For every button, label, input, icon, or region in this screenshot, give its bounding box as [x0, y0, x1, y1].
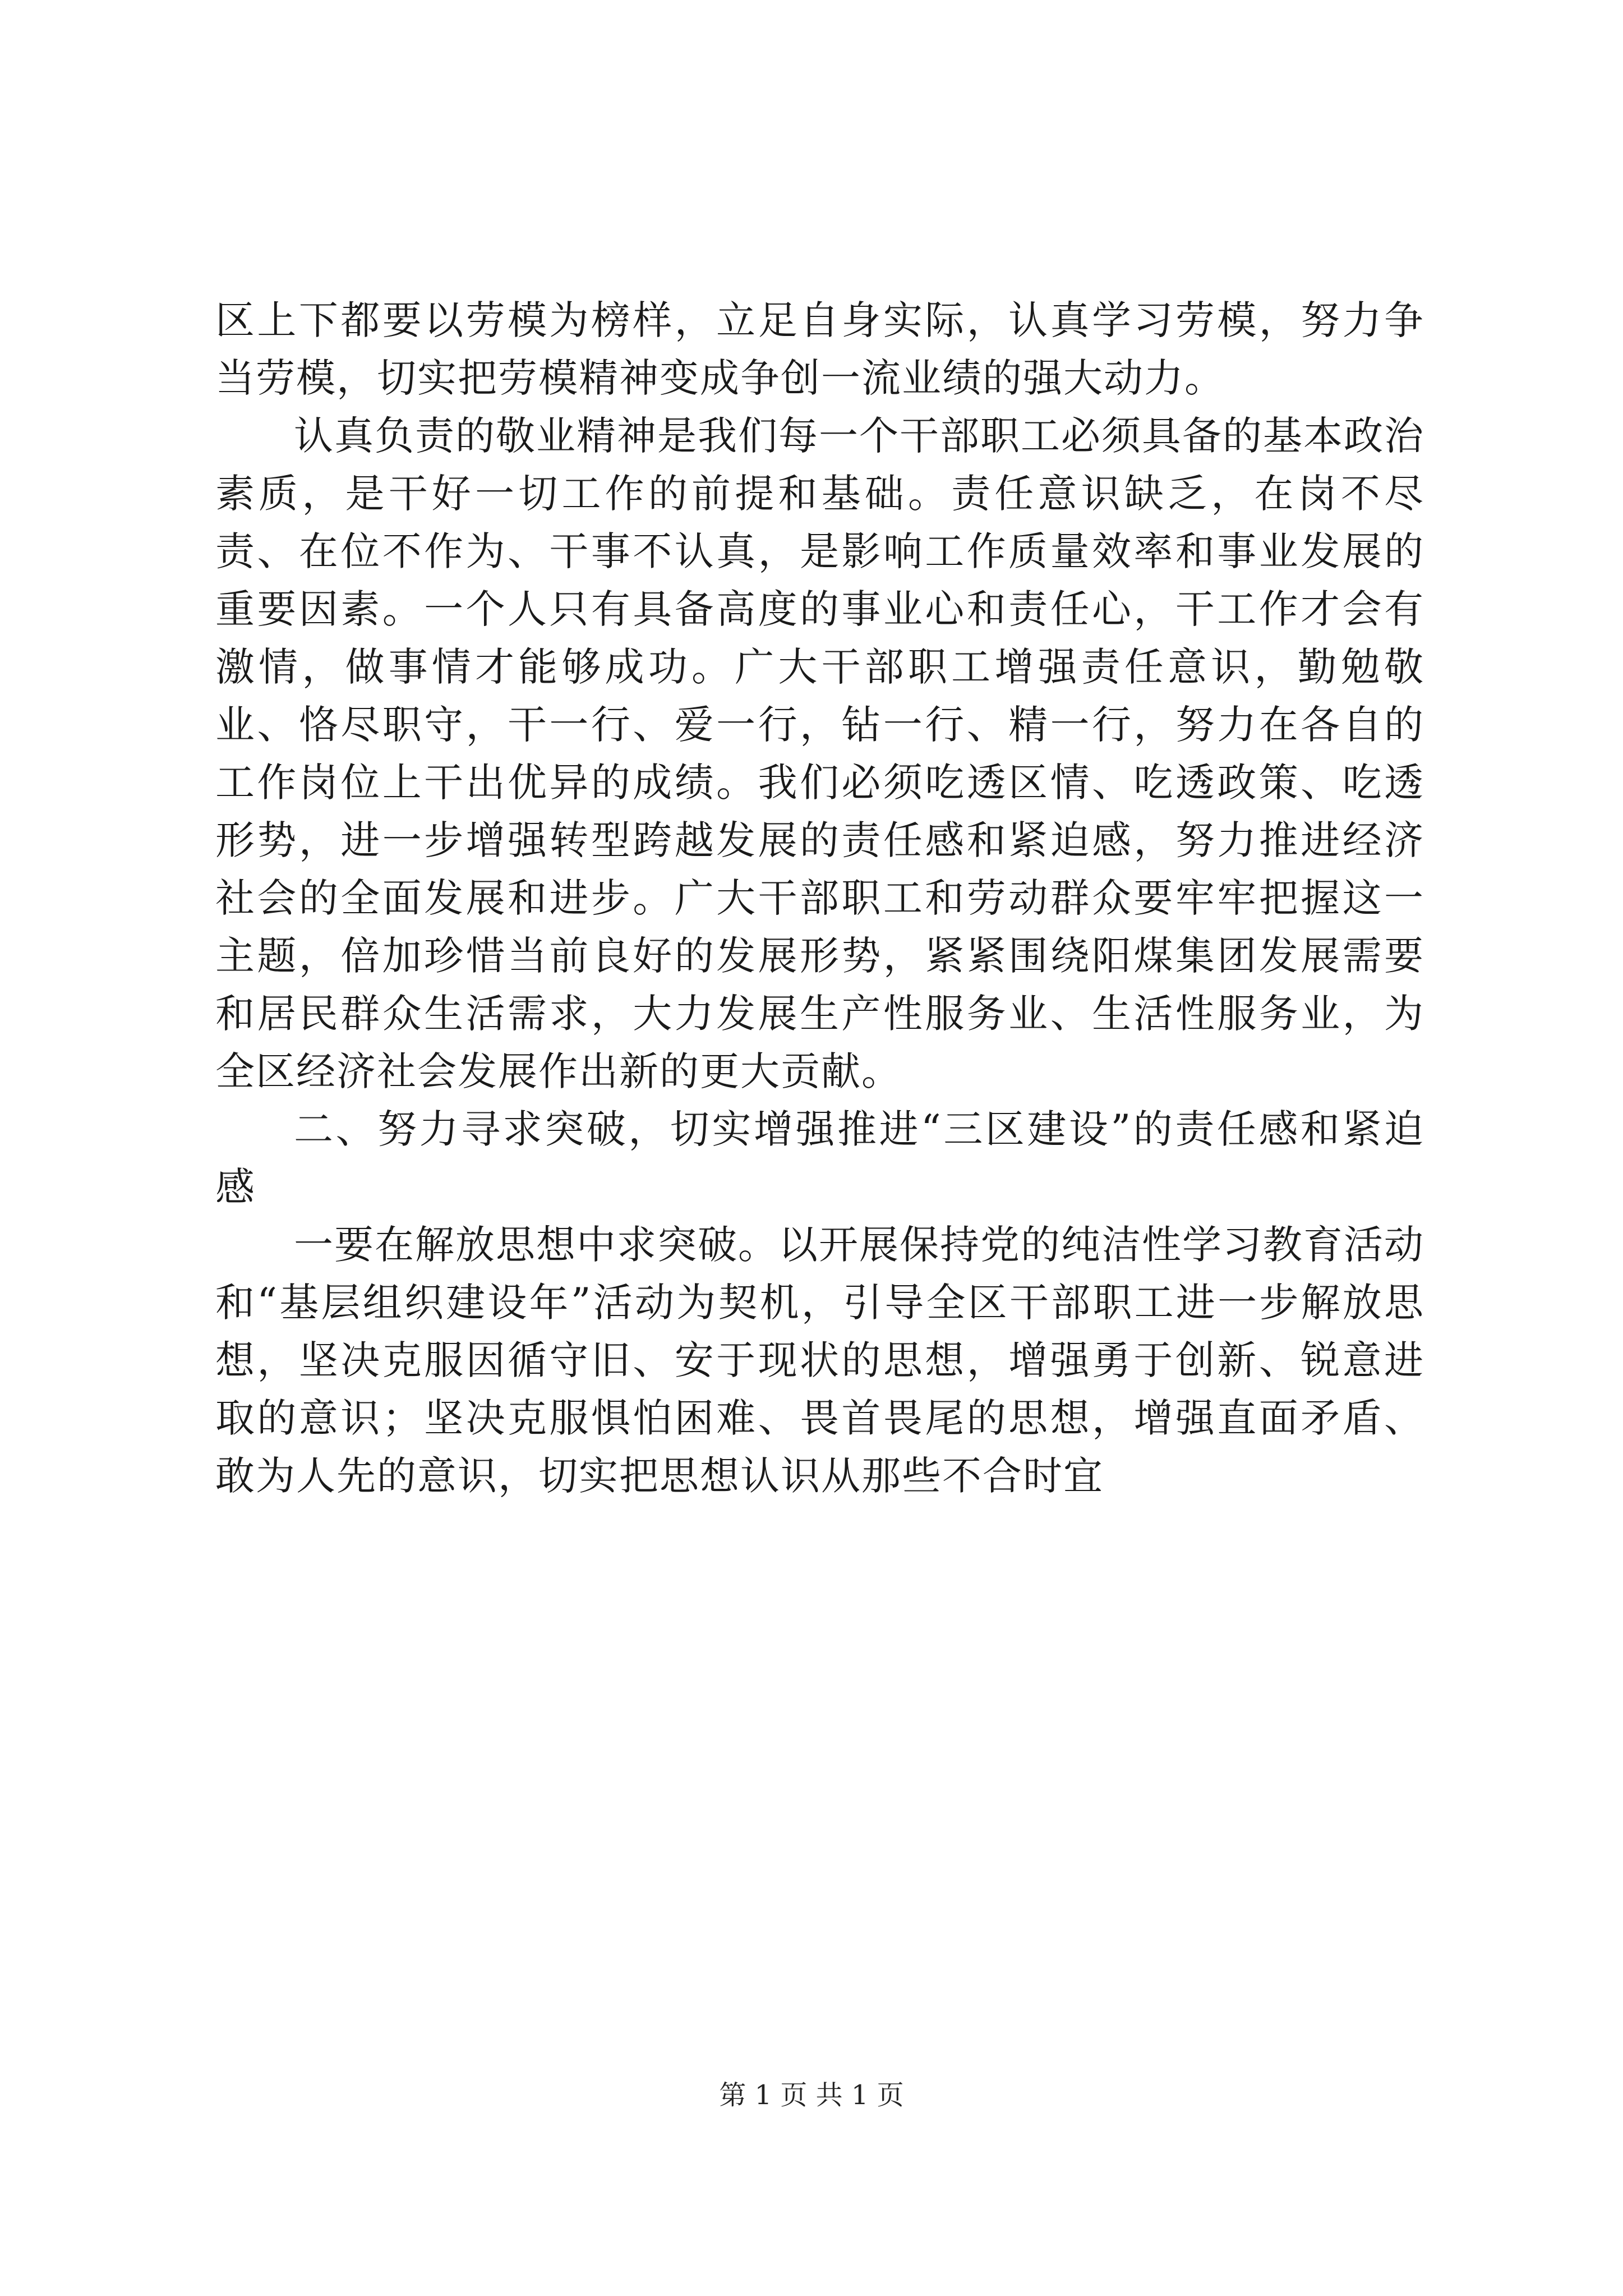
section-heading-two: 二、努力寻求突破，切实增强推进“三区建设”的责任感和紧迫感 [215, 1106, 1424, 1210]
paragraph-emancipate-mind: 一要在解放思想中求突破。以开展保持党的纯洁性学习教育活动和“基层组织建设年”活动为契机，引导全区干部职工进一步解放思想，坚决克服因循守旧、安于现状的思想，增强勇于创新、锐意进取的意识；坚决克服惧怕困难、畏首畏尾的思想，增强直面矛盾、敢为人先的意识，切实把思想认识从那些不合时宜 [215, 1222, 1424, 1499]
page-number-footer: 第 1 页 共 1 页 [719, 2079, 904, 2111]
document-body [215, 292, 1424, 1505]
paragraph-responsibility: 认真负责的敬业精神是我们每一个干部职工必须具备的基本政治素质，是干好一切工作的前提和基础。责任意识缺乏，在岗不尽责、在位不作为、干事不认真，是影响工作质量效率和事业发展的重要因素。一个人只有具备高度的事业心和责任心，干工作才会有激情，做事情才能够成功。广大干部职工增强责任意识，勤勉敬业、恪尽职守，干一行、爱一行，钻一行、精一行，努力在各自的工作岗位上干出优异的成绩。我们必须吃透区情、吃透政策、吃透形势，进一步增强转型跨越发展的责任感和紧迫感，努力推进经济社会的全面发展和进步。广大干部职工和劳动群众要牢牢把握这一主题，倍加珍惜当前良好的发展形势，紧紧围绕阳煤集团发展需要和居民群众生活需求，大力发展生产性服务业、生活性服务业，为全区经济社会发展作出新的更大贡献。 [215, 413, 1424, 1094]
paragraph-continuation: 区上下都要以劳模为榜样，立足自身实际，认真学习劳模，努力争当劳模，切实把劳模精神变成争创一流业绩的强大动力。 [215, 297, 1424, 401]
